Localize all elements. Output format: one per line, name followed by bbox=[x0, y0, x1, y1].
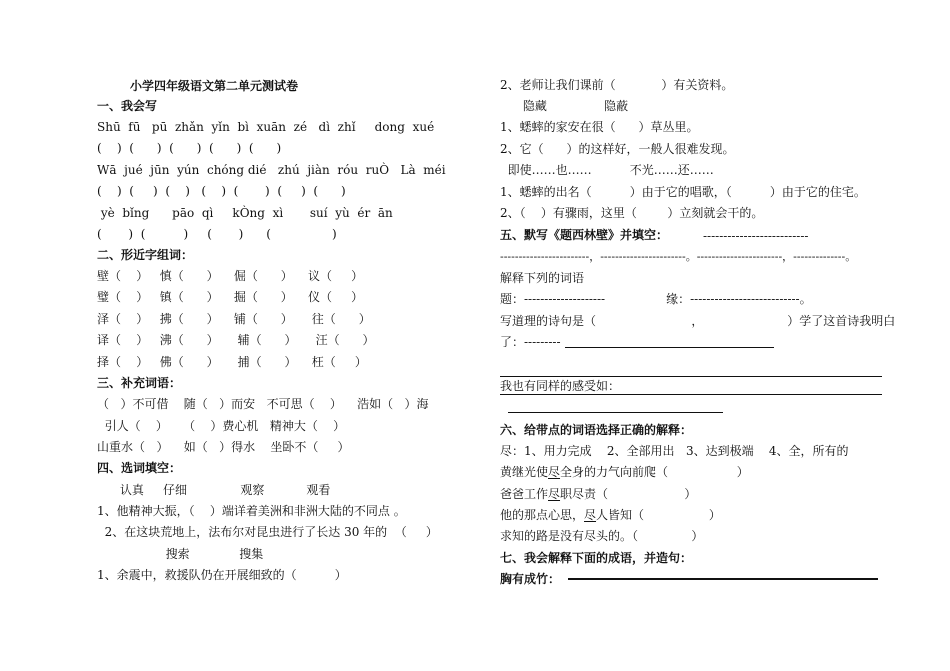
dotted-word: 尽 bbox=[548, 465, 561, 479]
pinyin-line-3: yè bǐng pāo qì kÒng xì suí yù ér ān bbox=[97, 206, 393, 220]
idiom-item-label: 胸有成竹： bbox=[500, 572, 561, 586]
blank-line-3: ( ) ( ) ( ) ( ) bbox=[97, 227, 337, 241]
dotted-word: 尽 bbox=[548, 487, 561, 501]
poem-blank-line: ------------------------，-----------------------。-----------------------，--------------。 bbox=[500, 250, 857, 263]
blank-line-1: ( ) ( ) ( ) ( ) ( ) bbox=[97, 141, 282, 155]
blank-line-2: ( ) ( ) ( ) ( ) ( ) ( ) ( ) bbox=[97, 184, 346, 198]
question-line: 我也有同样的感受如： bbox=[500, 379, 621, 393]
question-line: 黄继光使尽全身的力气向前爬（ ） bbox=[500, 465, 749, 479]
section-7-heading: 七、我会解释下面的成语，并造句： bbox=[500, 551, 693, 565]
question-line: 他的那点心思，尽人皆知（ ） bbox=[500, 508, 721, 522]
pinyin-line-2: Wā jué jūn yún chóng dié zhú jiàn róu ruÒ Là méi bbox=[97, 163, 446, 177]
answer-line bbox=[500, 394, 882, 395]
question-line: 1、蟋蟀的出名（ ）由于它的唱歌，（ ）由于它的住宅。 bbox=[500, 185, 866, 199]
paper-title: 小学四年级语文第二单元测试卷 bbox=[130, 79, 299, 93]
word-options: 隐藏 隐蔽 bbox=[500, 99, 629, 113]
idiom-row: 引人（ ） （ ）费心机 精神大（ ） bbox=[97, 419, 346, 433]
question-line: 1、余震中，救援队仍在开展细致的（ ） bbox=[97, 568, 347, 582]
word-definition-line: 题：-------------------- 缘：---------------------------。 bbox=[500, 292, 812, 306]
question-line: 2、在这块荒地上，法布尔对昆虫进行了长达 30 年的 （ ） bbox=[97, 525, 438, 539]
char-group-row: 泽（ ） 拂（ ） 铺（ ） 往（ ） bbox=[97, 312, 371, 326]
char-group-row: 壁（ ） 慎（ ） 倔（ ） 议（ ） bbox=[97, 269, 364, 283]
poem-blank-line: -------------------------- bbox=[703, 229, 809, 243]
section-2-heading: 二、形近字组词： bbox=[97, 248, 194, 262]
idiom-row: （ ）不可借 随（ ）而安 不可思（ ） 浩如（ ）海 bbox=[97, 397, 429, 411]
question-line: 2、（ ）有骤雨，这里（ ）立刻就会干的。 bbox=[500, 206, 764, 220]
char-group-row: 译（ ） 沸（ ） 辅（ ） 汪（ ） bbox=[97, 333, 375, 347]
instruction-text: 解释下列的词语 bbox=[500, 271, 585, 285]
section-6-heading: 六、给带点的词语选择正确的解释： bbox=[500, 423, 693, 437]
word-options: 搜索 搜集 bbox=[97, 547, 264, 561]
question-line: 2、老师让我们课前（ ）有关资料。 bbox=[500, 78, 734, 92]
question-line: 爸爸工作尽职尽责（ ） bbox=[500, 487, 697, 501]
question-line: 写道理的诗句是（ ， ）学了这首诗我明白 bbox=[500, 314, 896, 328]
answer-line bbox=[568, 578, 878, 580]
pinyin-line-1: Shū fū pū zhǎn yǐn bì xuān zé dì zhǐ dong xué bbox=[97, 120, 435, 134]
question-line: 了：--------- bbox=[500, 335, 561, 349]
section-5-heading: 五、默写《题西林壁》并填空： bbox=[500, 228, 669, 242]
char-group-row: 璧（ ） 镇（ ） 掘（ ） 仪（ ） bbox=[97, 290, 364, 304]
answer-line bbox=[565, 347, 774, 348]
question-line: 2、它（ ）的这样好，一般人很难发现。 bbox=[500, 142, 735, 156]
char-group-row: 择（ ） 佛（ ） 捕（ ） 枉（ ） bbox=[97, 355, 367, 369]
section-1-heading: 一、我会写 bbox=[97, 99, 158, 113]
question-line: 1、他精神大振，（ ）端详着美洲和非洲大陆的不同点 。 bbox=[97, 504, 406, 518]
answer-line bbox=[508, 412, 723, 413]
answer-line bbox=[500, 376, 882, 377]
question-line: 求知的路是没有尽头的。（ ） bbox=[500, 529, 704, 543]
definition-options: 尽：1、用力完成 2、全部用出 3、达到极端 4、全，所有的 bbox=[500, 444, 849, 458]
idiom-row: 山重水（ ） 如（ ）得水 坐卧不（ ） bbox=[97, 440, 350, 454]
section-3-heading: 三、补充词语： bbox=[97, 376, 182, 390]
word-options: 即使……也…… 不光……还…… bbox=[500, 163, 714, 177]
question-line: 1、蟋蟀的家安在很（ ）草丛里。 bbox=[500, 120, 699, 134]
section-4-heading: 四、选词填空： bbox=[97, 461, 182, 475]
dotted-word: 尽 bbox=[584, 508, 597, 522]
word-options: 认真 仔细 观察 观看 bbox=[97, 483, 331, 497]
